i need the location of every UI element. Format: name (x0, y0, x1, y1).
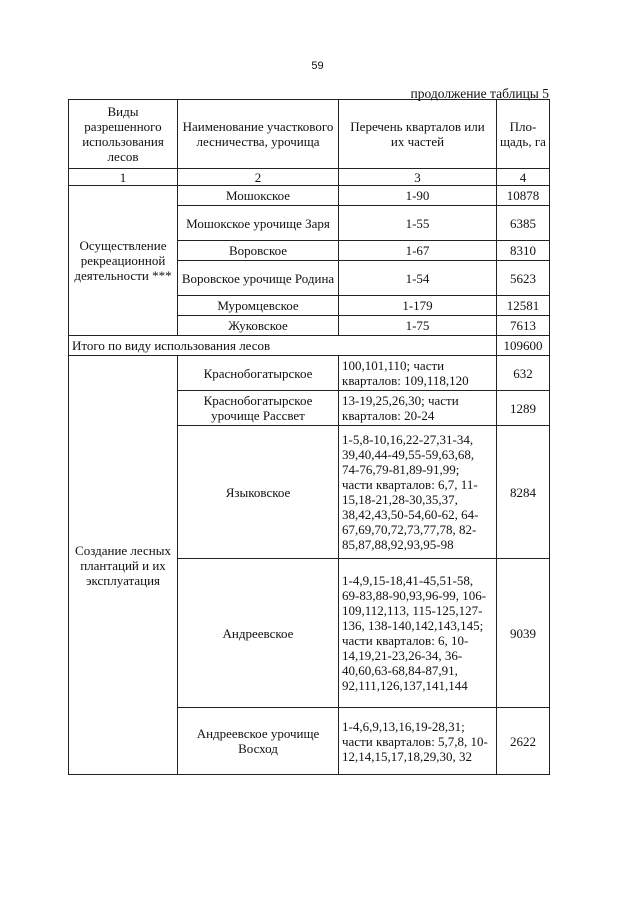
area-value: 6385 (497, 206, 550, 241)
forestry-name: Воровское урочище Родина (178, 261, 339, 296)
quarters-list: 100,101,110; части кварталов: 109,118,120 (339, 356, 497, 391)
header-use-type: Виды разрешенного использования лесов (69, 100, 178, 169)
quarters-list: 1-4,6,9,13,16,19-28,31; части кварталов: 5,7,8, 10-12,14,15,17,18,29,30, 32 (339, 708, 497, 775)
table-row (69, 186, 550, 206)
forestry-name: Краснобогатырское урочище Рассвет (178, 391, 339, 426)
quarters-list: 1-179 (339, 296, 497, 316)
table-header-row (69, 100, 550, 169)
table-continuation-label: продолжение таблицы 5 (410, 86, 549, 101)
page-number: 59 (311, 60, 324, 72)
area-value: 7613 (497, 316, 550, 336)
column-number: 1 (69, 169, 178, 186)
forestry-name: Андреевское (178, 559, 339, 708)
header-area: Пло-щадь, га (497, 100, 550, 169)
quarters-list: 1-55 (339, 206, 497, 241)
area-value: 8310 (497, 241, 550, 261)
area-value: 2622 (497, 708, 550, 775)
column-number-row (69, 169, 550, 186)
forestry-name: Мошокское урочище Заря (178, 206, 339, 241)
quarters-list: 1-75 (339, 316, 497, 336)
area-value: 5623 (497, 261, 550, 296)
total-value: 109600 (497, 336, 550, 356)
area-value: 632 (497, 356, 550, 391)
forestry-name: Языковское (178, 426, 339, 559)
area-value: 9039 (497, 559, 550, 708)
forestry-name: Воровское (178, 241, 339, 261)
total-label: Итого по виду использования лесов (69, 336, 497, 356)
table-row (69, 356, 550, 391)
forestry-name: Краснобогатырское (178, 356, 339, 391)
column-number: 4 (497, 169, 550, 186)
quarters-list: 1-90 (339, 186, 497, 206)
area-value: 12581 (497, 296, 550, 316)
quarters-list: 13-19,25,26,30; части кварталов: 20-24 (339, 391, 497, 426)
quarters-list: 1-54 (339, 261, 497, 296)
forestry-name: Андреевское урочище Восход (178, 708, 339, 775)
area-value: 8284 (497, 426, 550, 559)
quarters-list: 1-5,8-10,16,22-27,31-34, 39,40,44-49,55-59,63,68, 74-76,79-81,89-91,99; части кварталов: 6,7, 11-15,18-21,28-30,35,37, 38,42,43,50-54,60-62, 64-67,69,70,72,73,77,78, 82-85,87,88,92,93,95-98 (339, 426, 497, 559)
quarters-list: 1-4,9,15-18,41-45,51-58, 69-83,88-90,93,96-99, 106-109,112,113, 115-125,127-136, 138-140,142,143,145; части кварталов: 6, 10-14,19,21-23,26-34, 36-40,60,63-68,84-87,91, 92,111,126,137,141,144 (339, 559, 497, 708)
forestry-name: Жуковское (178, 316, 339, 336)
column-number: 2 (178, 169, 339, 186)
header-forestry-name: Наименование участкового лесничества, урочища (178, 100, 339, 169)
forestry-name: Мошокское (178, 186, 339, 206)
quarters-table (68, 99, 550, 775)
use-type-plantations: Создание лесных плантаций и их эксплуатация (69, 356, 178, 775)
forestry-name: Муромцевское (178, 296, 339, 316)
quarters-list: 1-67 (339, 241, 497, 261)
use-type-recreation: Осуществление рекреационной деятельности *** (69, 186, 178, 336)
area-value: 10878 (497, 186, 550, 206)
header-quarters: Перечень кварталов или их частей (339, 100, 497, 169)
column-number: 3 (339, 169, 497, 186)
total-row (69, 336, 550, 356)
area-value: 1289 (497, 391, 550, 426)
